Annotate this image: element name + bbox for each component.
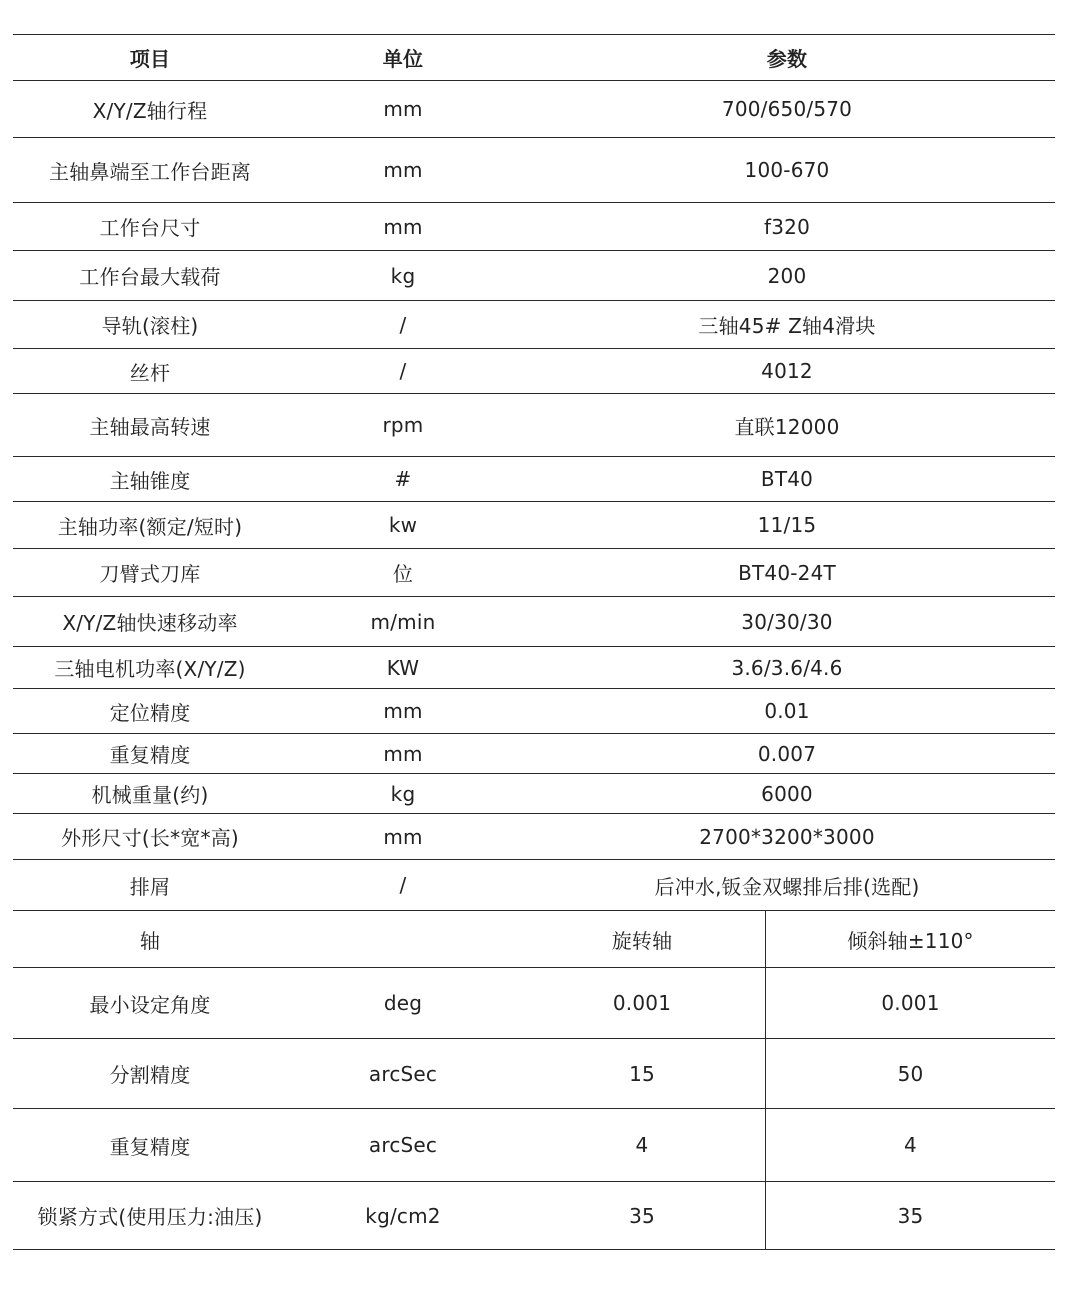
axis-row-unit: deg — [383, 991, 423, 1015]
row-item: 导轨(滚柱) — [101, 314, 199, 338]
axis-header-rotary: 旋转轴 — [611, 928, 673, 953]
row-value: 三轴45# Z轴4滑块 — [698, 314, 876, 338]
row-item: 丝杆 — [129, 360, 171, 385]
row-unit: # — [394, 467, 412, 491]
row-unit: m/min — [370, 609, 436, 634]
row-item: 主轴功率(额定/短时) — [57, 514, 243, 539]
axis-row-rotary: 0.001 — [612, 991, 672, 1015]
axis-header-row — [13, 911, 1055, 968]
header-unit: 单位 — [382, 47, 424, 71]
row-value: 直联12000 — [734, 414, 840, 439]
table-row — [13, 138, 1055, 203]
table-row — [13, 502, 1055, 549]
row-unit: mm — [383, 158, 423, 182]
row-value: BT40-24T — [738, 560, 836, 585]
row-item: 工作台尺寸 — [99, 216, 201, 240]
axis-row — [13, 1109, 1055, 1182]
row-value: 30/30/30 — [741, 609, 833, 634]
row-item: 排屑 — [129, 874, 171, 899]
table-row — [13, 860, 1055, 911]
row-item: 工作台最大载荷 — [79, 265, 221, 289]
row-value: BT40 — [760, 467, 814, 491]
header-item: 项目 — [129, 47, 171, 71]
row-item: 三轴电机功率(X/Y/Z) — [54, 657, 246, 681]
row-unit: 位 — [392, 562, 414, 586]
row-item: 外形尺寸(长*宽*高) — [61, 826, 239, 850]
row-item: 主轴锥度 — [109, 468, 191, 493]
axis-row — [13, 1039, 1055, 1109]
table-row — [13, 457, 1055, 502]
row-unit: kg — [390, 781, 416, 806]
row-unit: mm — [383, 824, 423, 849]
table-row — [13, 394, 1055, 457]
row-unit: KW — [386, 655, 420, 680]
table-row — [13, 814, 1055, 860]
axis-row-unit: kg/cm2 — [365, 1203, 441, 1228]
table-row — [13, 734, 1055, 774]
header-param: 参数 — [766, 47, 808, 71]
table-row — [13, 597, 1055, 647]
row-item: 刀臂式刀库 — [99, 562, 201, 586]
row-item: 定位精度 — [109, 700, 191, 725]
row-value: 700/650/570 — [721, 97, 853, 121]
table-row — [13, 203, 1055, 251]
row-value: f320 — [763, 214, 810, 239]
row-value: 200 — [767, 263, 807, 288]
axis-row-rotary: 35 — [629, 1203, 655, 1228]
axis-row-tilt: 50 — [765, 1039, 1055, 1108]
row-value: 100-670 — [744, 158, 830, 182]
axis-row-item: 分割精度 — [109, 1063, 191, 1087]
table-row — [13, 774, 1055, 814]
row-value: 2700*3200*3000 — [699, 824, 875, 849]
row-item: 主轴鼻端至工作台距离 — [49, 159, 251, 184]
axis-row — [13, 1182, 1055, 1250]
table-row — [13, 251, 1055, 301]
table-row — [13, 647, 1055, 689]
row-unit: / — [399, 312, 407, 337]
axis-row — [13, 968, 1055, 1039]
row-value: 后冲水,钣金双螺排后排(选配) — [654, 874, 920, 899]
row-item: 机械重量(约) — [91, 783, 209, 807]
row-value: 11/15 — [757, 513, 817, 537]
row-item: 主轴最高转速 — [89, 414, 211, 439]
table-row — [13, 689, 1055, 734]
row-unit: mm — [383, 699, 423, 723]
row-item: X/Y/Z轴快速移动率 — [62, 611, 238, 635]
table-row — [13, 349, 1055, 394]
row-item: 重复精度 — [109, 743, 191, 767]
row-unit: mm — [383, 741, 423, 766]
axis-row-tilt: 0.001 — [765, 968, 1055, 1038]
axis-header-tilt: 倾斜轴±110° — [765, 911, 1055, 967]
row-unit: / — [399, 359, 407, 383]
axis-row-unit: arcSec — [368, 1133, 438, 1157]
axis-row-tilt: 4 — [765, 1109, 1055, 1181]
axis-row-unit: arcSec — [368, 1061, 438, 1086]
row-value: 3.6/3.6/4.6 — [731, 655, 843, 680]
axis-header-item: 轴 — [139, 928, 161, 953]
row-item: X/Y/Z轴行程 — [92, 98, 208, 123]
axis-row-item: 重复精度 — [109, 1134, 191, 1159]
row-unit: mm — [383, 214, 423, 239]
row-unit: rpm — [382, 413, 424, 437]
axis-row-rotary: 15 — [629, 1061, 655, 1086]
table-row — [13, 549, 1055, 597]
table-header-row — [13, 34, 1055, 81]
row-value: 6000 — [761, 781, 813, 806]
table-row — [13, 301, 1055, 349]
row-unit: mm — [383, 97, 423, 121]
row-unit: kg — [390, 263, 416, 288]
row-value: 0.007 — [757, 741, 817, 766]
axis-row-item: 锁紧方式(使用压力:油压) — [37, 1205, 263, 1229]
row-unit: / — [399, 873, 407, 897]
table-row — [13, 81, 1055, 138]
row-unit: kw — [388, 513, 418, 537]
axis-row-tilt: 35 — [765, 1182, 1055, 1249]
axis-row-rotary: 4 — [635, 1133, 649, 1157]
row-value: 4012 — [761, 359, 813, 383]
row-value: 0.01 — [764, 699, 810, 723]
axis-row-item: 最小设定角度 — [89, 992, 211, 1017]
spec-table — [13, 34, 1055, 1250]
